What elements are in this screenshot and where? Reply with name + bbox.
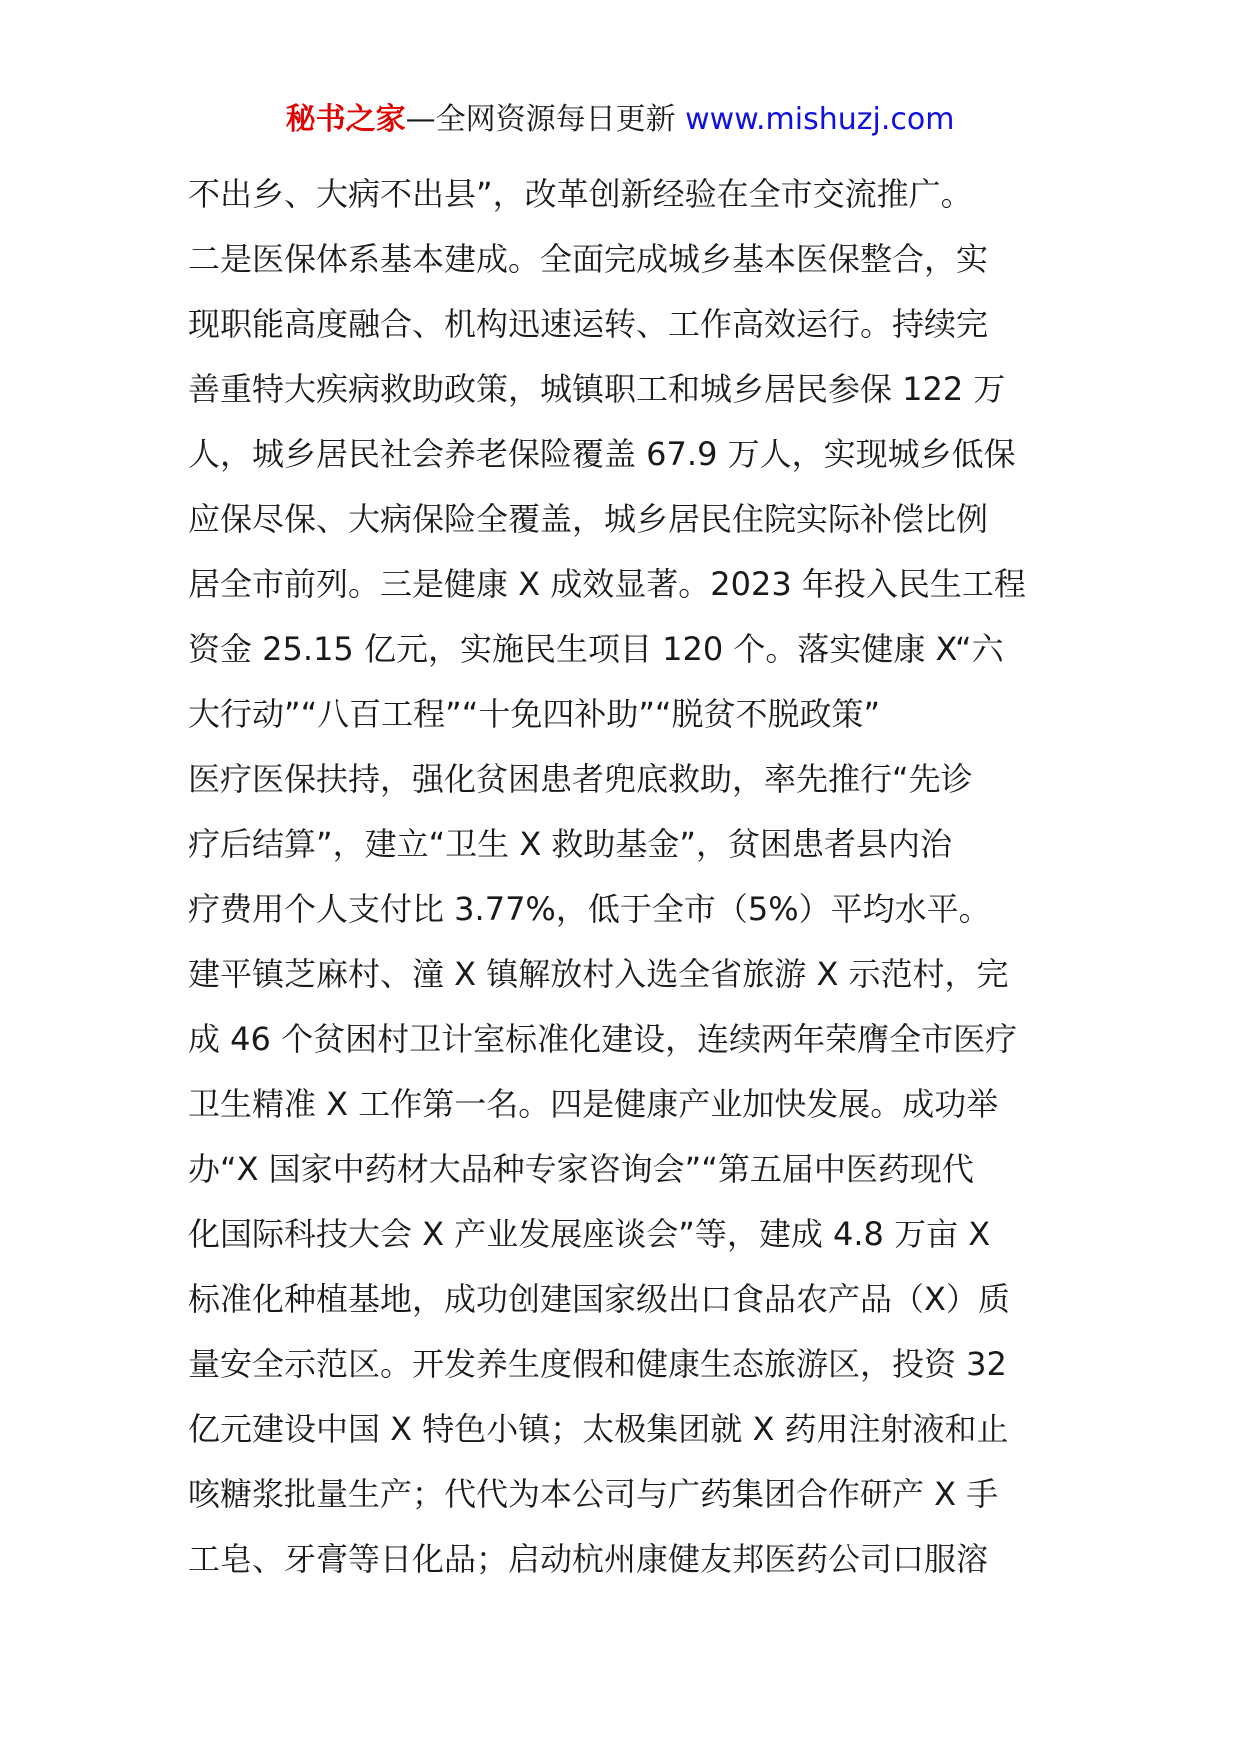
header-tagline: —全网资源每日更新: [405, 102, 676, 137]
body-line: 医疗医保扶持，强化贫困患者兜底救助，率先推行“先诊: [188, 760, 973, 798]
body-line: 人，城乡居民社会养老保险覆盖 67.9 万人，实现城乡低保: [188, 435, 1016, 473]
body-line: 亿元建设中国 X 特色小镇；太极集团就 X 药用注射液和止: [188, 1410, 1009, 1448]
body-line: 成 46 个贫困村卫计室标准化建设，连续两年荣膺全市医疗: [188, 1020, 1018, 1058]
body-line: 善重特大疾病救助政策，城镇职工和城乡居民参保 122 万: [188, 370, 1006, 408]
site-header: [0, 98, 1240, 142]
body-line: 卫生精准 X 工作第一名。四是健康产业加快发展。成功举: [188, 1085, 999, 1123]
site-url: www.mishuzj.com: [685, 102, 955, 137]
body-line: 办“X 国家中药材大品种专家咨询会”“第五届中医药现代: [188, 1150, 974, 1188]
body-line: 资金 25.15 亿元，实施民生项目 120 个。落实健康 X“六: [188, 630, 1004, 668]
body-line: 疗后结算”，建立“卫生 X 救助基金”，贫困患者县内治: [188, 825, 953, 863]
body-line: 不出乡、大病不出县”，改革创新经验在全市交流推广。: [188, 175, 973, 213]
body-line: 疗费用个人支付比 3.77%，低于全市（5%）平均水平。: [188, 890, 991, 928]
body-line: 二是医保体系基本建成。全面完成城乡基本医保整合，实: [188, 240, 989, 278]
brand-name: 秘书之家: [285, 102, 406, 137]
body-line: 工皂、牙膏等日化品；启动杭州康健友邦医药公司口服溶: [188, 1540, 989, 1578]
body-line: 居全市前列。三是健康 X 成效显著。2023 年投入民生工程: [188, 565, 1026, 603]
body-line: 标准化种植基地，成功创建国家级出口食品农产品（X）质: [188, 1280, 1010, 1318]
body-line: 化国际科技大会 X 产业发展座谈会”等，建成 4.8 万亩 X: [188, 1215, 991, 1253]
body-line: 建平镇芝麻村、潼 X 镇解放村入选全省旅游 X 示范村，完: [188, 955, 1009, 993]
body-line: 量安全示范区。开发养生度假和健康生态旅游区，投资 32: [188, 1345, 1007, 1383]
body-line: 咳糖浆批量生产；代代为本公司与广药集团合作研产 X 手: [188, 1475, 999, 1513]
body-line: 应保尽保、大病保险全覆盖，城乡居民住院实际补偿比例: [188, 500, 989, 538]
body-line: 大行动”“八百工程”“十免四补助”“脱贫不脱政策”: [188, 695, 881, 733]
document-body: [188, 162, 1068, 1592]
body-line: 现职能高度融合、机构迅速运转、工作高效运行。持续完: [188, 305, 989, 343]
